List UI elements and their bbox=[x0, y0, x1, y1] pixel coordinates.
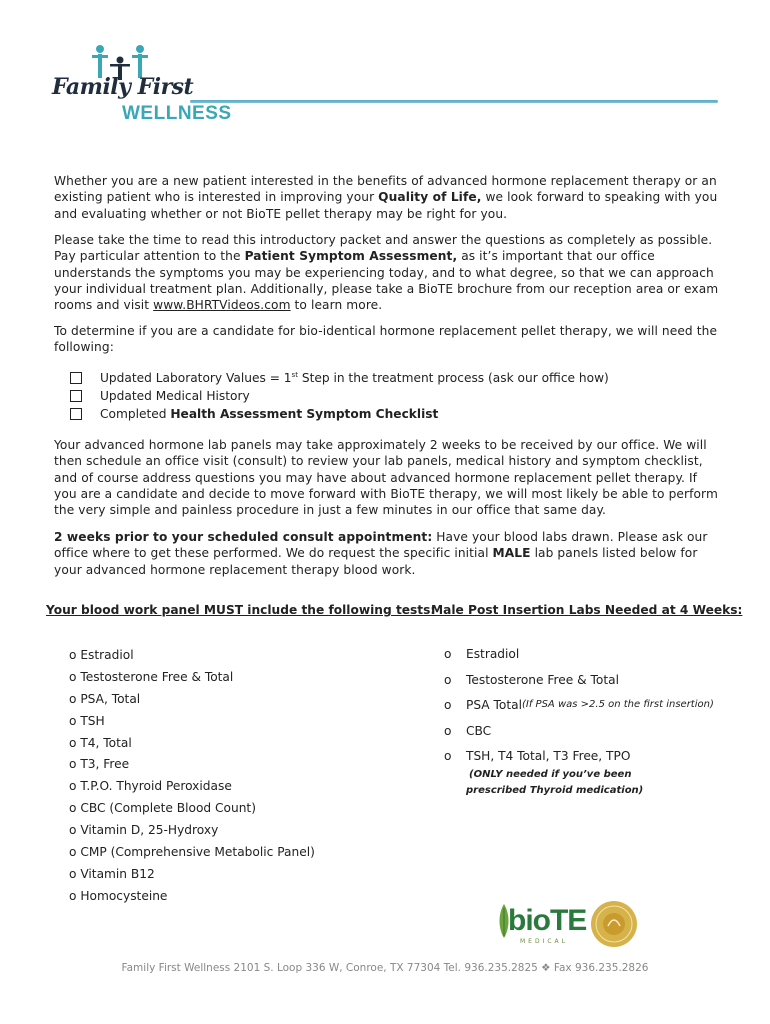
thyroid-note bbox=[466, 767, 643, 799]
bullet: o bbox=[444, 698, 452, 713]
lab-thyroid-panel: TSH, T4 Total, T3 Free, TPO bbox=[466, 749, 631, 764]
p2-text-b: as it’s important that our office understands the symptoms you may be experiencing today, and to what degree, so that we can approach your individual treatment plan. Additionally, please take a BioTE brochure from our reception area or exam rooms and visit bbox=[54, 249, 719, 313]
checkbox-icon[interactable] bbox=[70, 372, 82, 384]
header-divider bbox=[190, 100, 718, 103]
bullet: o bbox=[444, 672, 452, 687]
biote-medical-subtext: MEDICAL bbox=[520, 938, 568, 945]
checklist-item-symptom-checklist bbox=[70, 405, 609, 423]
certified-seal-icon bbox=[590, 900, 638, 948]
p5-text-a: Have your blood labs drawn. Please ask our office where to get these performed. We do request the specific initial bbox=[54, 530, 708, 561]
list-item: o T3, Free bbox=[69, 757, 130, 772]
checklist-label-symptom-checklist bbox=[100, 407, 438, 421]
checkbox-icon[interactable] bbox=[70, 390, 82, 402]
lab-estradiol: Estradiol bbox=[466, 647, 520, 661]
bullet: o bbox=[444, 647, 452, 661]
list-item bbox=[444, 723, 714, 749]
lab-psa-total: PSA Total bbox=[466, 698, 522, 713]
p1-text-b: we look forward to speaking with you and evaluating whether or not BioTE pellet therapy may be right for you. bbox=[54, 190, 718, 221]
family-first-logo bbox=[52, 44, 232, 128]
consult-prep-paragraph bbox=[54, 529, 720, 578]
intro-paragraph-3: To determine if you are a candidate for bio-identical hormone replacement pellet therapy, we will need the following: bbox=[54, 324, 718, 355]
list-item: o T4, Total bbox=[69, 735, 132, 750]
logo-text-family-first: Family First bbox=[52, 74, 194, 100]
lab-timeline-paragraph: Your advanced hormone lab panels may take approximately 2 weeks to be received by our office. We will then schedule an office visit (consult) to review your lab panels, medical history and symptom checklist, and of course address questions you may have about advanced hormone replacement pellet therapy. If you are a candidate and decide to move forward with BioTE therapy, we will most likely be able to perform the very simple and painless procedure in just a few minutes in our office that same day. bbox=[54, 438, 718, 518]
lab-values-superscript: st bbox=[291, 370, 298, 379]
lab-values-text-b: Step in the treatment process (ask our office how) bbox=[297, 371, 609, 386]
list-item: o Testosterone Free & Total bbox=[69, 669, 234, 684]
list-item: o Homocysteine bbox=[69, 888, 168, 903]
bhrt-videos-link[interactable]: www.BHRTVideos.com bbox=[153, 298, 291, 313]
lab-cbc: CBC bbox=[466, 723, 492, 738]
blood-work-test-list bbox=[69, 647, 315, 910]
checklist-item-lab-values bbox=[70, 369, 609, 387]
patient-symptom-assessment-bold: Patient Symptom Assessment, bbox=[244, 249, 458, 264]
footer-contact-info: Family First Wellness 2101 S. Loop 336 W, Conroe, TX 77304 Tel. 936.235.2825 ❖ Fax 936.235.2826 bbox=[121, 962, 649, 974]
lab-values-text-a: Updated Laboratory Values = 1 bbox=[100, 371, 292, 386]
list-item: o CMP (Comprehensive Metabolic Panel) bbox=[69, 845, 315, 860]
list-item bbox=[444, 748, 714, 766]
p1-text-a: Whether you are a new patient interested in the benefits of advanced hormone replacement therapy or an existing patient who is interested in improving your bbox=[54, 174, 717, 205]
list-item: o Vitamin D, 25-Hydroxy bbox=[69, 823, 219, 838]
male-bold: MALE bbox=[492, 546, 531, 561]
psa-note: (If PSA was >2.5 on the first insertion) bbox=[522, 699, 714, 711]
list-item bbox=[444, 646, 714, 672]
post-insertion-labs-heading: Male Post Insertion Labs Needed at 4 Weeks: bbox=[431, 603, 743, 617]
list-item: o Estradiol bbox=[69, 648, 134, 662]
lab-testosterone: Testosterone Free & Total bbox=[466, 672, 619, 687]
p2-text-a: Please take the time to read this introductory packet and answer the questions as completely as possible. Pay particular attention to the bbox=[54, 233, 713, 264]
post-insertion-lab-list bbox=[444, 646, 714, 766]
bullet: o bbox=[444, 749, 452, 764]
list-item: o PSA, Total bbox=[69, 691, 141, 706]
list-item bbox=[444, 697, 714, 723]
thyroid-note-line-1: (ONLY needed if you’ve been bbox=[469, 769, 632, 780]
bullet: o bbox=[444, 723, 452, 738]
checklist-item-medical-history bbox=[70, 387, 609, 405]
p5-text-b: lab panels listed below for your advanced hormone replacement therapy blood work. bbox=[54, 546, 698, 577]
biote-logo-text: bioTE bbox=[508, 904, 587, 937]
blood-work-panel-heading: Your blood work panel MUST include the following tests: bbox=[46, 603, 436, 617]
logo-text-wellness: WELLNESS bbox=[122, 103, 232, 124]
biote-medical-logo bbox=[496, 898, 641, 954]
intro-paragraph-2 bbox=[54, 232, 720, 313]
checklist-label-medical-history: Updated Medical History bbox=[100, 389, 250, 403]
list-item: o CBC (Complete Blood Count) bbox=[69, 801, 256, 816]
checkbox-icon[interactable] bbox=[70, 408, 82, 420]
thyroid-note-line-2: prescribed Thyroid medication) bbox=[466, 785, 644, 796]
symptom-checklist-text: Completed bbox=[100, 407, 171, 421]
requirements-checklist bbox=[70, 369, 609, 423]
p2-text-c: to learn more. bbox=[290, 298, 383, 313]
intro-paragraph-1 bbox=[54, 173, 720, 222]
symptom-checklist-bold: Health Assessment Symptom Checklist bbox=[170, 407, 439, 421]
list-item: o T.P.O. Thyroid Peroxidase bbox=[69, 779, 232, 794]
list-item: o TSH bbox=[69, 713, 105, 728]
list-item: o Vitamin B12 bbox=[69, 866, 155, 881]
quality-of-life-bold: Quality of Life, bbox=[378, 190, 482, 205]
checklist-label-lab-values bbox=[100, 371, 609, 385]
list-item bbox=[444, 672, 714, 698]
two-weeks-prior-bold: 2 weeks prior to your scheduled consult appointment: bbox=[54, 530, 433, 544]
